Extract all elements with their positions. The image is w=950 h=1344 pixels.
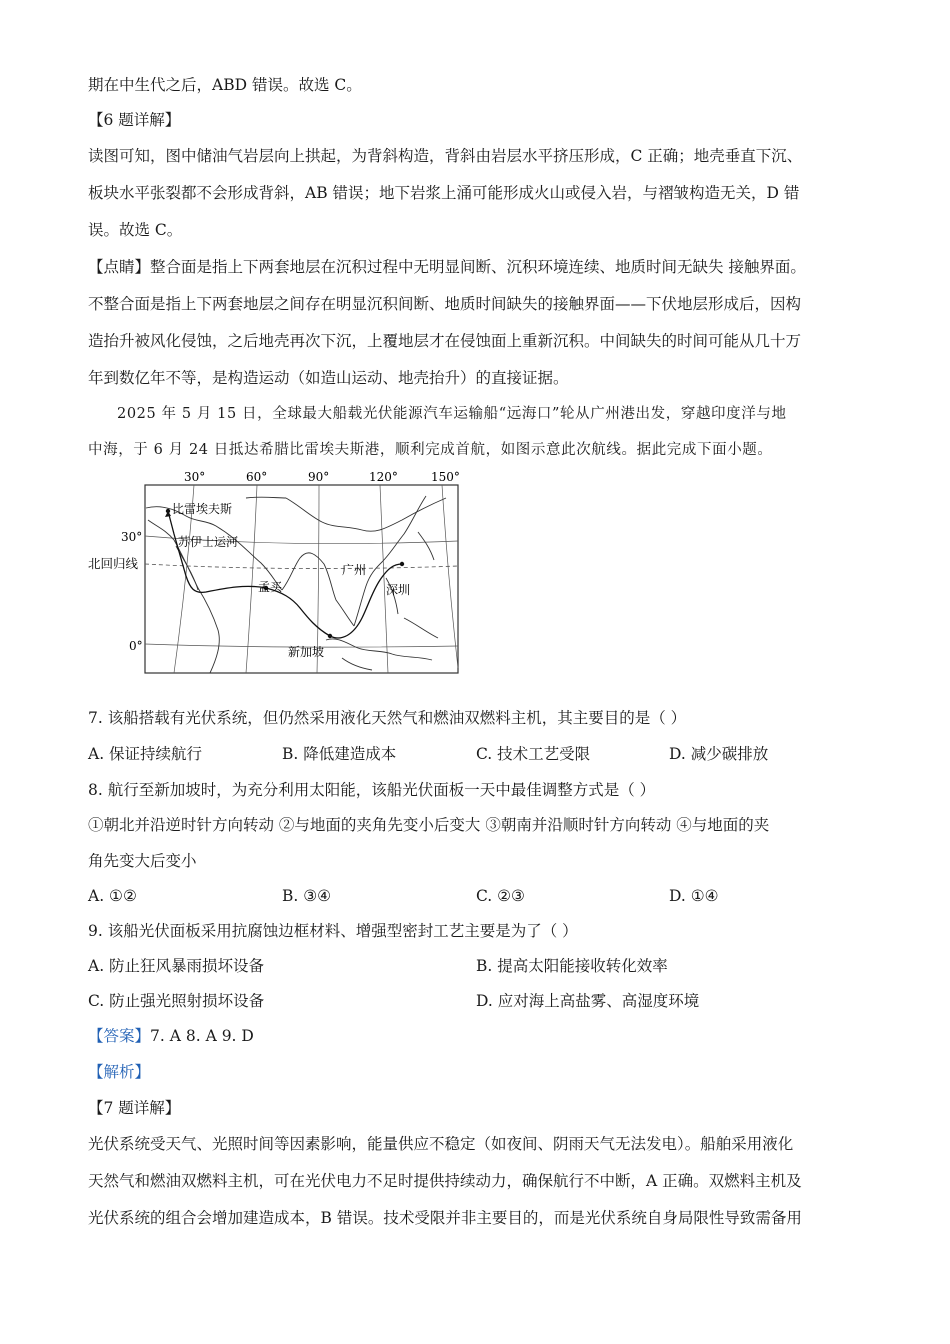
option-d: D. 减少碳排放 — [669, 745, 769, 763]
question-desc: 角先变大后变小 — [88, 852, 197, 870]
question-desc: ①朝北并沿逆时针方向转动 ②与地面的夹角先变小后变大 ③朝南并沿顺时针方向转动 ④与地面的夹 — [88, 816, 770, 834]
section-heading: 【7 题详解】 — [88, 1099, 181, 1117]
lon-label: 150° — [431, 470, 460, 484]
place-label: 广州 — [342, 563, 367, 577]
tip-line: 【点睛】整合面是指上下两套地层在沉积过程中无明显间断、沉积环境连续、地质时间无缺失 接触界面。 — [88, 258, 806, 276]
text-line: 光伏系统的组合会增加建造成本，B 错误。技术受限并非主要目的，而是光伏系统自身局限性导致需备用 — [88, 1209, 802, 1227]
lat-label: 30° — [121, 530, 143, 544]
singapore-point — [328, 634, 332, 638]
piraeus-point — [166, 509, 170, 513]
place-label: 苏伊士运河 — [178, 535, 239, 549]
tropic-label: 北回归线 — [88, 556, 139, 571]
place-label: 比雷埃夫斯 — [172, 502, 233, 516]
question-stem: 8. 航行至新加坡时，为充分利用太阳能，该船光伏面板一天中最佳调整方式是（ ） — [88, 781, 656, 799]
text-line: 误。故选 C。 — [88, 221, 183, 239]
option-a: A. 保证持续航行 — [88, 745, 203, 763]
place-label: 新加坡 — [288, 645, 325, 659]
option-d: D. 应对海上高盐雾、高湿度环境 — [476, 992, 700, 1010]
text-line: 期在中生代之后，ABD 错误。故选 C。 — [88, 76, 362, 94]
analysis-label: 【解析】 — [88, 1063, 151, 1081]
route-map-svg — [86, 468, 466, 683]
option-c: C. 防止强光照射损坏设备 — [88, 992, 265, 1010]
option-a: A. 防止狂风暴雨损坏设备 — [88, 957, 265, 975]
tip-line: 年到数亿年不等，是构造运动（如造山运动、地壳抬升）的直接证据。 — [88, 369, 569, 387]
option-b: B. 降低建造成本 — [282, 745, 397, 763]
answer-label: 【答案】 — [88, 1027, 151, 1045]
answer-values: 7. A 8. A 9. D — [150, 1027, 254, 1045]
question-stem: 7. 该船搭载有光伏系统，但仍然采用液化天然气和燃油双燃料主机，其主要目的是（ ） — [88, 709, 687, 727]
option-b: B. 提高太阳能接收转化效率 — [476, 957, 668, 975]
option-d: D. ①④ — [669, 887, 719, 905]
lon-label: 60° — [246, 470, 268, 484]
intro-line: 中海，于 6 月 24 日抵达希腊比雷埃夫斯港，顺利完成首航，如图示意此次航线。据此完成下面小题。 — [88, 442, 773, 458]
option-c: C. ②③ — [476, 887, 525, 905]
text-line: 天然气和燃油双燃料主机，可在光伏电力不足时提供持续动力，确保航行不中断，A 正确。双燃料主机及 — [88, 1172, 802, 1190]
section-heading: 【6 题详解】 — [88, 111, 181, 129]
question-stem: 9. 该船光伏面板采用抗腐蚀边框材料、增强型密封工艺主要是为了（ ） — [88, 922, 578, 940]
option-b: B. ③④ — [282, 887, 332, 905]
answer-line — [88, 1025, 878, 1047]
text-line: 光伏系统受天气、光照时间等因素影响，能量供应不稳定（如夜间、阴雨天气无法发电）。船舶采用液化 — [88, 1135, 794, 1153]
option-a: A. ①② — [88, 887, 137, 905]
tip-line: 不整合面是指上下两套地层之间存在明显沉积间断、地质时间缺失的接触界面——下伏地层形成后，因构 — [88, 295, 802, 313]
text-line: 读图可知，图中储油气岩层向上拱起，为背斜构造，背斜由岩层水平挤压形成，C 正确；地壳垂直下沉、 — [88, 147, 803, 165]
place-label: 深圳 — [386, 583, 411, 597]
option-c: C. 技术工艺受限 — [476, 745, 591, 763]
route-map — [86, 468, 466, 683]
tip-line: 造抬升被风化侵蚀，之后地壳再次下沉，上覆地层才在侵蚀面上重新沉积。中间缺失的时间可能从几十万 — [88, 332, 802, 350]
lon-label: 90° — [308, 470, 330, 484]
lat-label: 0° — [129, 639, 143, 653]
text-line: 板块水平张裂都不会形成背斜，AB 错误；地下岩浆上涌可能形成火山或侵入岩，与褶皱构造无关，D 错 — [88, 184, 800, 202]
place-label: 孟买 — [258, 580, 283, 594]
guangzhou-point — [400, 562, 404, 566]
lon-label: 120° — [369, 470, 398, 484]
lon-label: 30° — [184, 470, 206, 484]
intro-line: 2025 年 5 月 15 日，全球最大船载光伏能源汽车运输船“远海口”轮从广州港出发，穿越印度洋与地 — [117, 406, 787, 422]
